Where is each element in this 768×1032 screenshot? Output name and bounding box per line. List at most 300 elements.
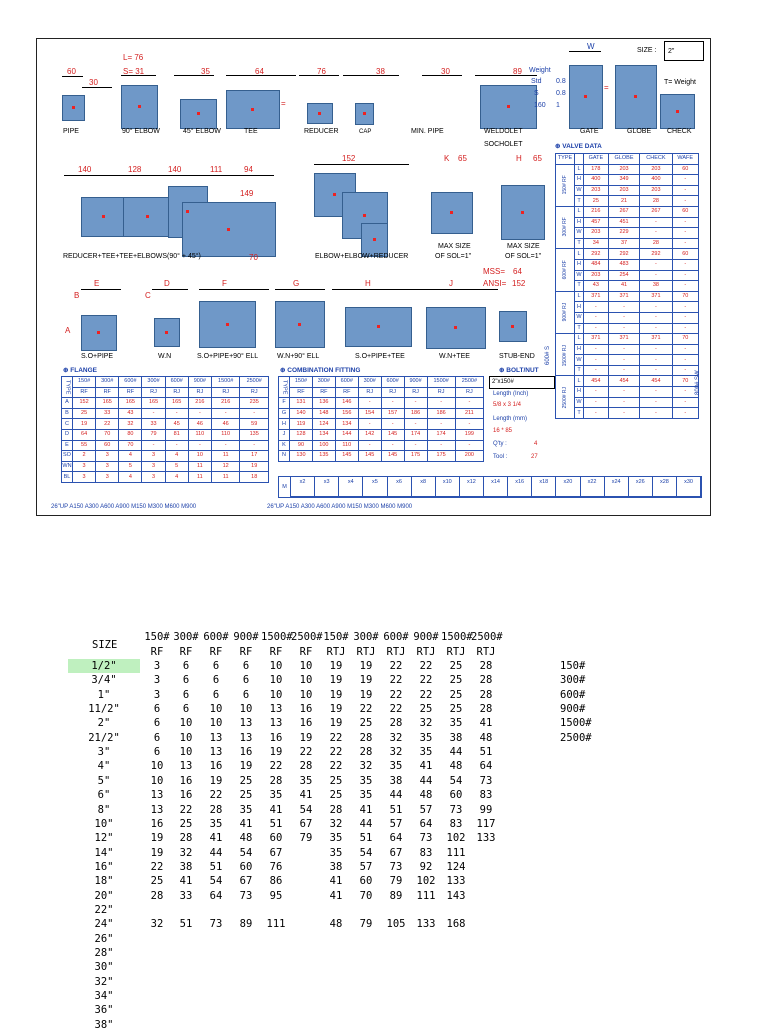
size-cell: 12" bbox=[94, 832, 114, 845]
size-cell: 10" bbox=[94, 817, 114, 830]
bolt-cell: 28 bbox=[179, 832, 193, 845]
bolt-cell: 6 bbox=[182, 660, 190, 672]
gate-equal-sign: = bbox=[604, 83, 609, 92]
size-input[interactable]: 2" bbox=[664, 41, 704, 61]
table-cell: 80 bbox=[119, 429, 142, 440]
bolt-cell: 22 bbox=[329, 760, 343, 773]
table-cell: 174 bbox=[404, 429, 427, 440]
t-weight-label: T= Weight bbox=[664, 79, 696, 86]
table-cell: 175 bbox=[427, 451, 455, 462]
table-cell: - bbox=[427, 440, 455, 451]
table-cell: - bbox=[608, 302, 640, 313]
pressure-header: 150# bbox=[323, 631, 349, 643]
bolt-cell: 83 bbox=[449, 817, 463, 830]
table-cell: 43 bbox=[584, 281, 609, 292]
multiplier-cell: x2 bbox=[291, 477, 315, 496]
so-pipe-label: S.O+PIPE bbox=[81, 353, 114, 360]
bolt-cell: 57 bbox=[389, 817, 403, 830]
table-cell: - bbox=[672, 355, 699, 366]
table-cell: 38 bbox=[640, 281, 672, 292]
bolt-cell bbox=[142, 932, 172, 946]
table-cell: - bbox=[640, 408, 672, 419]
table-cell: H bbox=[575, 302, 584, 313]
size-header: SIZE bbox=[92, 639, 118, 651]
table-cell: TYPE bbox=[279, 377, 290, 398]
table-cell: - bbox=[381, 398, 404, 409]
bolt-cell: 28 bbox=[479, 660, 493, 672]
bolt-size-box[interactable]: 2"x150# bbox=[489, 376, 555, 389]
table-cell: - bbox=[672, 217, 699, 228]
bolt-cell: 33 bbox=[179, 889, 193, 902]
bolt-cell bbox=[231, 946, 261, 960]
bolt-cell bbox=[381, 960, 411, 974]
bolt-cell: 10 bbox=[269, 674, 283, 687]
table-cell: 10 bbox=[188, 451, 211, 462]
bolt-cell: 6 bbox=[153, 717, 161, 730]
table-cell: RF bbox=[312, 387, 335, 398]
s160-label: 160 bbox=[534, 102, 546, 109]
bolt-cell: 44 bbox=[389, 789, 403, 802]
table-cell: 175 bbox=[404, 451, 427, 462]
table-cell: 400 bbox=[584, 175, 609, 186]
table-cell: - bbox=[584, 387, 609, 398]
bolt-cell: 19 bbox=[329, 703, 343, 716]
bolt-cell: 6 bbox=[242, 688, 250, 701]
table-cell: - bbox=[640, 312, 672, 323]
table-cell: SO bbox=[62, 451, 73, 462]
table-cell: 145 bbox=[358, 451, 381, 462]
table-cell: 600# bbox=[119, 377, 142, 388]
table-cell: - bbox=[608, 397, 640, 408]
table-cell: 144 bbox=[335, 429, 358, 440]
bolt-cell: 67 bbox=[239, 875, 253, 888]
bolt-cell: 19 bbox=[209, 774, 223, 787]
multiplier-cell: x26 bbox=[629, 477, 653, 496]
table-cell: 349 bbox=[608, 175, 640, 186]
table-cell: 900# bbox=[188, 377, 211, 388]
bolt-cell: 25 bbox=[239, 789, 253, 802]
bolt-cell bbox=[321, 1018, 351, 1032]
bolt-cell: 19 bbox=[269, 746, 283, 759]
bolt-cell bbox=[291, 889, 321, 903]
table-cell: - bbox=[381, 440, 404, 451]
table-cell: 371 bbox=[608, 291, 640, 302]
table-cell: - bbox=[584, 408, 609, 419]
bolt-cell bbox=[321, 960, 351, 974]
table-cell: 484 bbox=[584, 259, 609, 270]
bolt-cell: 6 bbox=[182, 703, 190, 716]
table-cell: - bbox=[640, 355, 672, 366]
bolt-cell bbox=[142, 960, 172, 974]
globe-label: GLOBE bbox=[627, 128, 652, 135]
table-cell: - bbox=[672, 228, 699, 239]
table-cell: 600# bbox=[165, 377, 188, 388]
bolt-cell: 41 bbox=[329, 875, 343, 888]
table-cell: T bbox=[575, 281, 584, 292]
table-cell: GLOBE bbox=[608, 154, 640, 165]
bolt-cell bbox=[411, 960, 441, 974]
bolt-cell: 28 bbox=[389, 717, 403, 730]
bolt-cell: 54 bbox=[359, 846, 373, 859]
multiplier-cell: x24 bbox=[605, 477, 629, 496]
table-cell: 203 bbox=[640, 185, 672, 196]
table-cell: 19 bbox=[240, 461, 269, 472]
table-cell: 128 bbox=[290, 429, 313, 440]
tee-equal-sign: = bbox=[281, 99, 286, 108]
bolt-cell: 6 bbox=[212, 674, 220, 687]
multiplier-cell: x12 bbox=[460, 477, 484, 496]
bolt-cell bbox=[471, 917, 501, 931]
bolt-cell: 67 bbox=[299, 817, 313, 830]
bolt-cell: 32 bbox=[359, 760, 373, 773]
bolt-cell: 95 bbox=[269, 889, 283, 902]
bolt-cell bbox=[171, 960, 201, 974]
bolt-cell: 60 bbox=[359, 875, 373, 888]
table-cell: - bbox=[672, 302, 699, 313]
table-cell: - bbox=[142, 408, 165, 419]
multiplier-cell: x20 bbox=[556, 477, 580, 496]
pressure-header: 600# bbox=[383, 631, 409, 643]
bolt-cell bbox=[171, 1018, 201, 1032]
bolt-cell: 3 bbox=[153, 660, 161, 672]
table-cell: 216 bbox=[188, 398, 211, 409]
table-cell: 145 bbox=[381, 429, 404, 440]
table-cell: 146 bbox=[335, 398, 358, 409]
legend-item: 150# bbox=[560, 660, 586, 672]
bolt-cell: 83 bbox=[419, 846, 433, 859]
table-cell: 135 bbox=[240, 429, 269, 440]
len-mm-value: 16 * 85 bbox=[493, 428, 513, 434]
dim-a: A bbox=[65, 326, 71, 335]
bolt-cell: 70 bbox=[359, 889, 373, 902]
table-cell: 150# bbox=[73, 377, 96, 388]
bolt-cell: 10 bbox=[179, 717, 193, 730]
bolt-cell bbox=[231, 975, 261, 989]
bolt-cell: 16 bbox=[299, 717, 313, 730]
table-cell: 203 bbox=[608, 164, 640, 175]
len-inch-value: 5/8 x 3 1/4 bbox=[493, 402, 522, 408]
face-header: RTJ bbox=[386, 646, 406, 658]
wn-ell-label: W.N+90° ELL bbox=[277, 353, 320, 360]
bolt-cell: 16 bbox=[269, 731, 283, 744]
table-cell: 371 bbox=[584, 291, 609, 302]
pressure-header: 900# bbox=[413, 631, 439, 643]
dim-70: 70 bbox=[249, 253, 258, 262]
tool-label: Tool : bbox=[493, 454, 508, 460]
table-cell: - bbox=[358, 398, 381, 409]
table-cell: 32 bbox=[119, 419, 142, 430]
table-cell: 46 bbox=[188, 419, 211, 430]
size-cell: 14" bbox=[94, 846, 114, 859]
table-cell: 3 bbox=[96, 461, 119, 472]
bolt-cell bbox=[441, 960, 471, 974]
table-cell: 28 bbox=[640, 238, 672, 249]
multiplier-cell: x22 bbox=[581, 477, 605, 496]
bolt-cell: 64 bbox=[389, 832, 403, 845]
table-cell: 4 bbox=[165, 451, 188, 462]
bolt-cell bbox=[142, 946, 172, 960]
pressure-header: 300# bbox=[353, 631, 379, 643]
table-cell: 454 bbox=[608, 376, 640, 387]
bolt-cell: 25 bbox=[150, 875, 164, 888]
table-cell: 371 bbox=[640, 291, 672, 302]
table-cell: W bbox=[575, 397, 584, 408]
table-cell: RJ bbox=[427, 387, 455, 398]
bolt-cell: 35 bbox=[299, 774, 313, 787]
size-cell: 24" bbox=[94, 918, 114, 931]
pressure-header: 300# bbox=[173, 631, 199, 643]
table-cell: 152 bbox=[73, 398, 96, 409]
bolt-cell: 48 bbox=[479, 731, 493, 744]
bolt-cell: 102 bbox=[416, 875, 436, 888]
bolt-cell: 22 bbox=[389, 674, 403, 687]
bolt-cell bbox=[471, 960, 501, 974]
bolt-cell: 28 bbox=[479, 674, 493, 687]
std-value: 0.8 bbox=[556, 78, 566, 85]
table-cell: T bbox=[575, 238, 584, 249]
table-cell: 216 bbox=[211, 398, 239, 409]
table-cell: 154 bbox=[358, 408, 381, 419]
bolt-cell bbox=[261, 960, 291, 974]
bolt-cell: 35 bbox=[269, 789, 283, 802]
table-cell: W bbox=[575, 270, 584, 281]
table-cell: - bbox=[584, 344, 609, 355]
table-cell: 165 bbox=[96, 398, 119, 409]
bolt-cell bbox=[471, 989, 501, 1003]
table-cell: 142 bbox=[358, 429, 381, 440]
table-cell: CHECK bbox=[640, 154, 672, 165]
table-cell: 4 bbox=[119, 451, 142, 462]
table-cell: 110 bbox=[211, 429, 239, 440]
bolt-cell: 35 bbox=[329, 832, 343, 845]
table-cell: 300# RF bbox=[556, 206, 575, 248]
s-value: 0.8 bbox=[556, 90, 566, 97]
table-cell: 2 bbox=[73, 451, 96, 462]
dim-b: B bbox=[74, 291, 80, 300]
table-cell: RJ bbox=[358, 387, 381, 398]
table-cell: 3 bbox=[142, 461, 165, 472]
bolt-cell: 35 bbox=[359, 774, 373, 787]
bolt-cell: 73 bbox=[419, 832, 433, 845]
bolt-cell: 10 bbox=[269, 660, 283, 672]
bolt-cell: 32 bbox=[150, 918, 164, 931]
table-cell: 136 bbox=[312, 398, 335, 409]
bolt-cell: 19 bbox=[359, 674, 373, 687]
wn-label: W.N bbox=[158, 353, 172, 360]
table-cell: - bbox=[608, 387, 640, 398]
bolt-cell bbox=[441, 932, 471, 946]
bolt-cell: 133 bbox=[416, 918, 436, 931]
table-cell: 81 bbox=[165, 429, 188, 440]
table-cell: - bbox=[672, 196, 699, 207]
table-cell: - bbox=[427, 419, 455, 430]
table-cell: 70 bbox=[672, 291, 699, 302]
table-cell: - bbox=[608, 344, 640, 355]
size-label: SIZE : bbox=[637, 47, 657, 54]
bolt-cell: 41 bbox=[479, 717, 493, 730]
bolt-cell bbox=[321, 903, 351, 917]
bolt-cell: 25 bbox=[329, 774, 343, 787]
bolt-cell: 10 bbox=[179, 731, 193, 744]
table-cell: - bbox=[358, 440, 381, 451]
table-cell: RF bbox=[73, 387, 96, 398]
table-cell: - bbox=[584, 365, 609, 376]
bolt-cell: 32 bbox=[389, 731, 403, 744]
bolt-cell bbox=[351, 1018, 381, 1032]
bolt-cell: 79 bbox=[359, 918, 373, 931]
valve-title: ⊕ VALVE DATA bbox=[555, 143, 602, 150]
bolt-cell: 143 bbox=[446, 889, 466, 902]
bolt-title: ⊕ BOLT/NUT bbox=[499, 367, 539, 374]
bolt-cell bbox=[351, 960, 381, 974]
table-cell: W bbox=[575, 185, 584, 196]
dim-38: 38 bbox=[376, 67, 385, 76]
bolt-cell: 19 bbox=[329, 674, 343, 687]
bolt-cell: 13 bbox=[239, 717, 253, 730]
cap-label: CAP bbox=[359, 129, 372, 135]
bolt-cell bbox=[471, 1003, 501, 1017]
legend-item: 1500# bbox=[560, 717, 592, 730]
table-cell: 900# RJ bbox=[556, 291, 575, 333]
table-cell: B bbox=[62, 408, 73, 419]
bolt-cell: 10 bbox=[209, 717, 223, 730]
bolt-cell: 32 bbox=[179, 846, 193, 859]
mss-label: MSS= bbox=[483, 267, 506, 276]
table-cell: 254 bbox=[608, 270, 640, 281]
table-cell: - bbox=[640, 397, 672, 408]
bolt-cell: 60 bbox=[269, 832, 283, 845]
bolt-cell: 32 bbox=[329, 817, 343, 830]
table-cell: 5 bbox=[165, 461, 188, 472]
table-cell: 3 bbox=[142, 451, 165, 462]
bolt-cell: 64 bbox=[479, 760, 493, 773]
bolt-cell: 10 bbox=[239, 703, 253, 716]
table-cell: 300# bbox=[96, 377, 119, 388]
elbow90-label: 90° ELBOW bbox=[122, 128, 160, 135]
multiplier-cell: x8 bbox=[412, 477, 436, 496]
table-cell: 21 bbox=[608, 196, 640, 207]
legend-item: 2500# bbox=[560, 731, 592, 744]
table-cell: - bbox=[455, 440, 483, 451]
table-cell: 3 bbox=[96, 451, 119, 462]
size-cell: 5" bbox=[97, 774, 111, 787]
bolt-cell: 41 bbox=[269, 803, 283, 816]
bolt-cell bbox=[381, 903, 411, 917]
bolt-cell bbox=[471, 975, 501, 989]
dim-l76: L= 76 bbox=[123, 53, 144, 62]
bolt-cell: 16 bbox=[239, 746, 253, 759]
table-cell: - bbox=[640, 323, 672, 334]
table-cell: 70 bbox=[96, 429, 119, 440]
table-cell: 46 bbox=[211, 419, 239, 430]
dim-140b: 140 bbox=[168, 165, 182, 174]
bolt-cell bbox=[411, 975, 441, 989]
face-header: RF bbox=[299, 646, 313, 658]
size-cell: 1" bbox=[97, 688, 111, 701]
table-cell: L bbox=[575, 291, 584, 302]
bolt-cell: 73 bbox=[209, 918, 223, 931]
table-cell: 292 bbox=[608, 249, 640, 260]
bolt-cell bbox=[291, 874, 321, 888]
bolt-cell bbox=[291, 989, 321, 1003]
table-cell: - bbox=[211, 440, 239, 451]
bolt-cell: 28 bbox=[359, 746, 373, 759]
bolt-cell bbox=[411, 989, 441, 1003]
table-cell: 2500# bbox=[455, 377, 483, 388]
bolt-cell: 19 bbox=[299, 731, 313, 744]
bolt-cell bbox=[291, 917, 321, 931]
bolt-cell: 73 bbox=[389, 860, 403, 873]
bolt-cell bbox=[231, 960, 261, 974]
table-cell: 70 bbox=[119, 440, 142, 451]
dim-k: K bbox=[444, 154, 450, 163]
bolt-cell: 22 bbox=[359, 703, 373, 716]
bolt-cell: 41 bbox=[419, 760, 433, 773]
bolt-cell bbox=[411, 903, 441, 917]
table-cell: - bbox=[672, 408, 699, 419]
size-cell: 1/2" bbox=[68, 659, 140, 673]
multiplier-cell: x18 bbox=[532, 477, 556, 496]
bolt-cell: 111 bbox=[446, 846, 466, 859]
table-cell: 292 bbox=[640, 249, 672, 260]
bolt-cell bbox=[291, 860, 321, 874]
face-header: RF bbox=[269, 646, 283, 658]
face-header: RTJ bbox=[326, 646, 346, 658]
bolt-cell: 76 bbox=[269, 860, 283, 873]
multiplier-cell: x10 bbox=[436, 477, 460, 496]
multiplier-cell: x5 bbox=[363, 477, 387, 496]
dim-111: 111 bbox=[210, 165, 223, 174]
face-header: RF bbox=[209, 646, 223, 658]
table-cell: - bbox=[584, 397, 609, 408]
table-cell: H bbox=[575, 259, 584, 270]
bolt-cell bbox=[471, 860, 501, 874]
pressure-header: 600# bbox=[203, 631, 229, 643]
bolt-cell: 10 bbox=[150, 774, 164, 787]
bolt-cell: 41 bbox=[299, 789, 313, 802]
bolt-cell: 133 bbox=[476, 832, 496, 845]
bolt-cell: 67 bbox=[269, 846, 283, 859]
table-cell: 79 bbox=[142, 429, 165, 440]
multiplier-cell: x6 bbox=[388, 477, 412, 496]
bolt-cell bbox=[261, 932, 291, 946]
bolt-cell bbox=[291, 903, 321, 917]
table-cell: - bbox=[640, 228, 672, 239]
table-cell: 1500# bbox=[211, 377, 239, 388]
table-cell: 211 bbox=[455, 408, 483, 419]
table-cell: 178 bbox=[584, 164, 609, 175]
bolt-cell bbox=[142, 1003, 172, 1017]
bolt-cell bbox=[471, 932, 501, 946]
bolt-cell: 3 bbox=[153, 674, 161, 687]
gate-label: GATE bbox=[580, 128, 599, 135]
bolt-cell bbox=[441, 1003, 471, 1017]
bolt-cell: 73 bbox=[239, 889, 253, 902]
table-cell: H bbox=[575, 387, 584, 398]
bolt-cell: 51 bbox=[389, 803, 403, 816]
bolt-cell: 35 bbox=[389, 760, 403, 773]
bolt-cell: 16 bbox=[179, 789, 193, 802]
tool-value: 27 bbox=[531, 454, 538, 460]
weight-label: Weight bbox=[529, 67, 551, 74]
bolt-cell bbox=[381, 946, 411, 960]
dim-e: E bbox=[94, 279, 100, 288]
table-cell: RJ bbox=[142, 387, 165, 398]
table-cell: 150# RF bbox=[556, 164, 575, 206]
bolt-cell: 48 bbox=[449, 760, 463, 773]
table-cell: 400 bbox=[640, 175, 672, 186]
table-cell: 134 bbox=[312, 429, 335, 440]
